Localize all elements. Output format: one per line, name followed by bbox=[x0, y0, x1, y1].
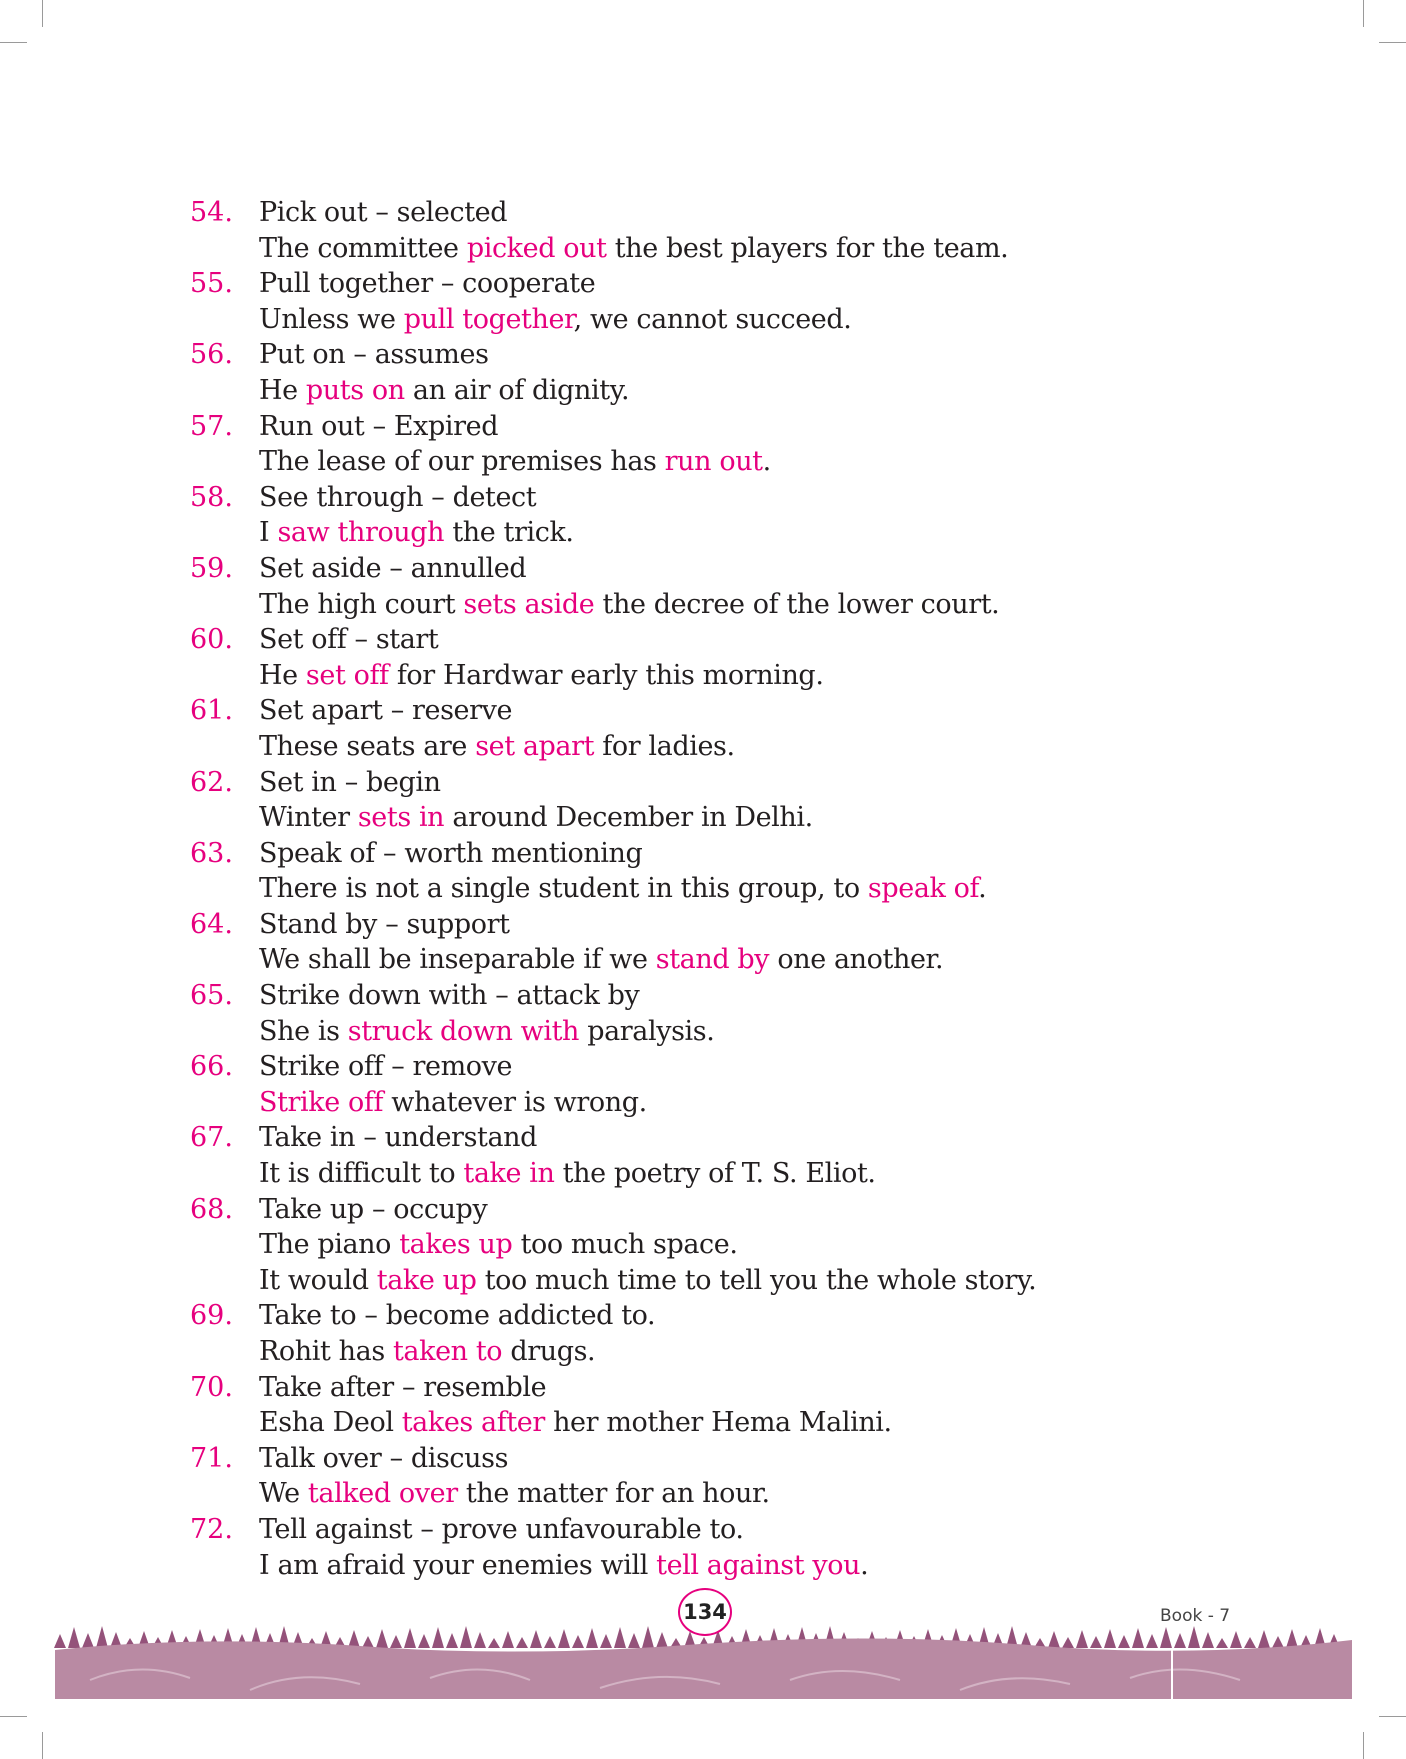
phrase-definition bbox=[190, 1441, 1290, 1477]
example-sentence bbox=[190, 1156, 1290, 1192]
item-number: 66. bbox=[190, 1051, 233, 1083]
list-item bbox=[190, 409, 1290, 480]
tree-icon bbox=[1090, 1636, 1102, 1648]
text-segment: See through – detect bbox=[259, 481, 537, 513]
item-number: 64. bbox=[190, 908, 233, 940]
text-segment: Take after – resemble bbox=[259, 1371, 547, 1403]
example-sentence bbox=[190, 1405, 1290, 1441]
tree-icon bbox=[558, 1629, 570, 1648]
tree-icon bbox=[348, 1630, 360, 1648]
highlighted-phrase: picked out bbox=[466, 232, 607, 264]
example-sentence bbox=[190, 871, 1290, 907]
phrase-definition bbox=[190, 1120, 1290, 1156]
text-segment: We bbox=[259, 1478, 308, 1510]
tree-icon bbox=[1160, 1627, 1172, 1648]
tree-icon bbox=[432, 1627, 444, 1648]
text-segment: Set aside – annulled bbox=[259, 552, 527, 584]
tree-icon bbox=[516, 1637, 528, 1648]
text-segment: one another. bbox=[769, 944, 944, 976]
text-segment: for Hardwar early this morning. bbox=[388, 659, 824, 691]
tree-icon bbox=[600, 1634, 612, 1648]
tree-icon bbox=[502, 1631, 514, 1648]
highlighted-phrase: set apart bbox=[475, 730, 595, 762]
crop-mark-bottom-right-h bbox=[1379, 1716, 1406, 1717]
text-segment: Take to – become addicted to. bbox=[259, 1300, 656, 1332]
text-segment: He bbox=[259, 374, 306, 406]
phrase-definition bbox=[190, 907, 1290, 943]
highlighted-phrase: taken to bbox=[392, 1336, 503, 1367]
tree-icon bbox=[96, 1626, 108, 1648]
tree-icon bbox=[54, 1634, 66, 1648]
text-segment: drugs. bbox=[502, 1336, 596, 1367]
tree-icon bbox=[1258, 1630, 1270, 1648]
highlighted-phrase: sets aside bbox=[463, 588, 595, 620]
highlighted-phrase: talked over bbox=[307, 1478, 458, 1510]
highlighted-phrase: struck down with bbox=[347, 1015, 580, 1047]
text-segment: the poetry of T. S. Eliot. bbox=[554, 1158, 876, 1190]
text-segment: Pull together – cooperate bbox=[259, 268, 596, 300]
item-number: 54. bbox=[190, 197, 233, 228]
text-segment: Stand by – support bbox=[259, 908, 510, 940]
item-number: 57. bbox=[190, 410, 233, 442]
highlighted-phrase: set off bbox=[305, 659, 389, 691]
text-segment: the best players for the team. bbox=[606, 232, 1009, 264]
tree-icon bbox=[362, 1636, 374, 1648]
tree-icon bbox=[68, 1627, 80, 1648]
phrase-definition bbox=[190, 551, 1290, 587]
text-segment: too much space. bbox=[512, 1229, 738, 1261]
item-number: 70. bbox=[190, 1371, 233, 1403]
item-number: 58. bbox=[190, 481, 233, 513]
text-segment: It is difficult to bbox=[259, 1158, 464, 1190]
tree-icon bbox=[488, 1638, 500, 1648]
example-sentence bbox=[190, 1085, 1290, 1121]
text-segment: Pick out – selected bbox=[259, 197, 508, 228]
text-segment: , we cannot succeed. bbox=[573, 303, 852, 335]
text-segment: Take in – understand bbox=[259, 1122, 538, 1154]
tree-icon bbox=[82, 1633, 94, 1648]
example-sentence bbox=[190, 800, 1290, 836]
highlighted-phrase: take in bbox=[463, 1158, 555, 1190]
crop-mark-bottom-left-h bbox=[0, 1716, 27, 1717]
tree-icon bbox=[1146, 1634, 1158, 1648]
tree-icon bbox=[614, 1627, 626, 1648]
tree-icon bbox=[418, 1634, 430, 1648]
tree-icon bbox=[1216, 1638, 1228, 1648]
phrase-definition bbox=[190, 1298, 1290, 1334]
tree-icon bbox=[1188, 1626, 1200, 1648]
tree-icon bbox=[1062, 1637, 1074, 1648]
item-number: 60. bbox=[190, 624, 233, 656]
item-number: 59. bbox=[190, 552, 233, 584]
tree-icon bbox=[404, 1628, 416, 1648]
example-sentence bbox=[190, 1548, 1290, 1584]
highlighted-phrase: saw through bbox=[277, 517, 445, 549]
text-segment: Strike off – remove bbox=[259, 1051, 513, 1083]
list-item bbox=[190, 480, 1290, 551]
text-segment: Set apart – reserve bbox=[259, 695, 513, 727]
crop-mark-top-left-v bbox=[42, 0, 43, 27]
item-number: 62. bbox=[190, 766, 233, 798]
text-segment: Set in – begin bbox=[259, 766, 441, 798]
tree-icon bbox=[642, 1626, 654, 1648]
item-number: 65. bbox=[190, 980, 233, 1012]
item-number: 55. bbox=[190, 268, 233, 300]
list-item bbox=[190, 1298, 1290, 1369]
example-sentence bbox=[190, 1476, 1290, 1512]
highlighted-phrase: takes after bbox=[401, 1407, 545, 1439]
text-segment: Rohit has bbox=[259, 1336, 393, 1367]
item-number: 56. bbox=[190, 339, 233, 371]
text-segment: the matter for an hour. bbox=[457, 1478, 770, 1510]
text-segment: These seats are bbox=[259, 730, 476, 762]
example-sentence bbox=[190, 942, 1290, 978]
list-item bbox=[190, 1370, 1290, 1441]
text-segment: the decree of the lower court. bbox=[594, 588, 1000, 620]
example-sentence bbox=[190, 302, 1290, 338]
highlighted-phrase: takes up bbox=[399, 1229, 513, 1261]
tree-icon bbox=[1048, 1631, 1060, 1648]
example-sentence bbox=[190, 1014, 1290, 1050]
item-number: 72. bbox=[190, 1513, 233, 1545]
text-segment: . bbox=[978, 873, 987, 905]
highlighted-phrase: pull together bbox=[403, 303, 574, 335]
example-sentence bbox=[190, 231, 1290, 267]
example-sentence bbox=[190, 373, 1290, 409]
tree-icon bbox=[1244, 1637, 1256, 1648]
tree-icon bbox=[530, 1630, 542, 1648]
text-segment: . bbox=[860, 1549, 869, 1581]
item-number: 68. bbox=[190, 1193, 233, 1225]
page-number-badge: 134 bbox=[678, 1588, 732, 1636]
tree-icon bbox=[1286, 1629, 1298, 1648]
phrase-definition bbox=[190, 765, 1290, 801]
tree-icon bbox=[1104, 1629, 1116, 1648]
text-segment: the trick. bbox=[444, 517, 574, 549]
text-segment: Run out – Expired bbox=[259, 410, 499, 442]
tree-icon bbox=[1272, 1636, 1284, 1648]
highlighted-phrase: take up bbox=[376, 1264, 477, 1296]
text-segment: I am afraid your enemies will bbox=[259, 1549, 657, 1581]
example-sentence bbox=[190, 587, 1290, 623]
example-sentence bbox=[190, 515, 1290, 551]
phrase-definition bbox=[190, 409, 1290, 445]
text-segment: The piano bbox=[259, 1229, 400, 1261]
text-segment: There is not a single student in this group, to bbox=[259, 873, 868, 905]
list-item bbox=[190, 195, 1290, 266]
tree-icon bbox=[376, 1629, 388, 1648]
text-segment: Tell against – prove unfavourable to. bbox=[259, 1513, 744, 1545]
phrase-definition bbox=[190, 693, 1290, 729]
item-number: 71. bbox=[190, 1442, 233, 1474]
phrase-definition bbox=[190, 1192, 1290, 1228]
tree-icon bbox=[1230, 1631, 1242, 1648]
text-segment: We shall be inseparable if we bbox=[259, 944, 656, 976]
highlighted-phrase: sets in bbox=[357, 802, 445, 834]
item-number: 61. bbox=[190, 695, 233, 727]
example-sentence bbox=[190, 658, 1290, 694]
tree-icon bbox=[586, 1628, 598, 1648]
tree-icon bbox=[628, 1633, 640, 1648]
tree-icon bbox=[572, 1635, 584, 1648]
text-segment: Winter bbox=[259, 802, 358, 834]
item-number: 69. bbox=[190, 1300, 233, 1332]
text-segment: The high court bbox=[259, 588, 464, 620]
crop-mark-bottom-left-v bbox=[42, 1732, 43, 1759]
phrase-definition bbox=[190, 1370, 1290, 1406]
example-sentence bbox=[190, 729, 1290, 765]
list-item bbox=[190, 907, 1290, 978]
tree-icon bbox=[1076, 1630, 1088, 1648]
phrase-definition bbox=[190, 836, 1290, 872]
list-item bbox=[190, 1120, 1290, 1191]
list-item bbox=[190, 1441, 1290, 1512]
example-sentence bbox=[190, 444, 1290, 480]
text-segment: her mother Hema Malini. bbox=[544, 1407, 892, 1439]
example-sentence bbox=[190, 1263, 1290, 1299]
tree-icon bbox=[390, 1635, 402, 1648]
text-segment: I bbox=[259, 517, 278, 549]
text-segment: The committee bbox=[259, 232, 467, 264]
phrase-definition bbox=[190, 978, 1290, 1014]
crop-mark-top-left-h bbox=[0, 42, 27, 43]
text-segment: It would bbox=[259, 1264, 377, 1296]
phrase-definition bbox=[190, 1512, 1290, 1548]
item-number: 67. bbox=[190, 1122, 233, 1154]
highlighted-phrase: run out bbox=[664, 446, 763, 478]
tree-icon bbox=[1118, 1635, 1130, 1648]
phrase-definition bbox=[190, 195, 1290, 231]
phrase-definition bbox=[190, 266, 1290, 302]
text-segment: around December in Delhi. bbox=[444, 802, 813, 834]
text-segment: Unless we bbox=[259, 303, 404, 335]
tree-icon bbox=[1202, 1632, 1214, 1648]
list-item bbox=[190, 1192, 1290, 1299]
text-segment: Take up – occupy bbox=[259, 1193, 488, 1225]
text-segment: He bbox=[259, 659, 306, 691]
text-segment: for ladies. bbox=[594, 730, 735, 762]
example-sentence bbox=[190, 1334, 1290, 1370]
text-segment: too much time to tell you the whole story. bbox=[476, 1264, 1037, 1296]
text-segment: Esha Deol bbox=[259, 1407, 402, 1439]
crop-mark-top-right-h bbox=[1379, 42, 1406, 43]
text-segment: Put on – assumes bbox=[259, 339, 489, 371]
text-segment: . bbox=[762, 446, 771, 478]
tree-icon bbox=[1132, 1628, 1144, 1648]
list-item bbox=[190, 765, 1290, 836]
list-item bbox=[190, 978, 1290, 1049]
tree-icon bbox=[474, 1632, 486, 1648]
tree-icon bbox=[656, 1632, 668, 1648]
phrase-definition bbox=[190, 480, 1290, 516]
highlighted-phrase: stand by bbox=[655, 944, 770, 976]
crop-mark-top-right-v bbox=[1363, 0, 1364, 27]
item-number: 63. bbox=[190, 837, 233, 869]
list-item bbox=[190, 693, 1290, 764]
text-segment: Speak of – worth mentioning bbox=[259, 837, 643, 869]
list-item bbox=[190, 836, 1290, 907]
tree-icon bbox=[446, 1633, 458, 1648]
list-item bbox=[190, 266, 1290, 337]
book-label: Book - 7 bbox=[1160, 1606, 1231, 1626]
phrasal-verb-list bbox=[190, 195, 1290, 1583]
list-item bbox=[190, 551, 1290, 622]
list-item bbox=[190, 1049, 1290, 1120]
tree-icon bbox=[1174, 1633, 1186, 1648]
list-item bbox=[190, 1512, 1290, 1583]
highlighted-phrase: tell against you bbox=[656, 1549, 861, 1581]
list-item bbox=[190, 622, 1290, 693]
text-segment: paralysis. bbox=[579, 1015, 715, 1047]
highlighted-phrase: Strike off bbox=[259, 1086, 384, 1118]
tree-icon bbox=[544, 1636, 556, 1648]
tree-icon bbox=[460, 1626, 472, 1648]
highlighted-phrase: speak of bbox=[867, 873, 979, 905]
phrase-definition bbox=[190, 337, 1290, 373]
phrase-definition bbox=[190, 622, 1290, 658]
text-segment: Set off – start bbox=[259, 624, 439, 656]
list-item bbox=[190, 337, 1290, 408]
crop-mark-bottom-right-v bbox=[1363, 1732, 1364, 1759]
text-segment: She is bbox=[259, 1015, 348, 1047]
example-sentence bbox=[190, 1227, 1290, 1263]
text-segment: an air of dignity. bbox=[404, 374, 630, 406]
text-segment: Strike down with – attack by bbox=[259, 980, 640, 1012]
text-segment: Talk over – discuss bbox=[259, 1442, 509, 1474]
text-segment: whatever is wrong. bbox=[383, 1086, 647, 1118]
phrase-definition bbox=[190, 1049, 1290, 1085]
text-segment: The lease of our premises has bbox=[259, 446, 665, 478]
highlighted-phrase: puts on bbox=[305, 374, 405, 406]
